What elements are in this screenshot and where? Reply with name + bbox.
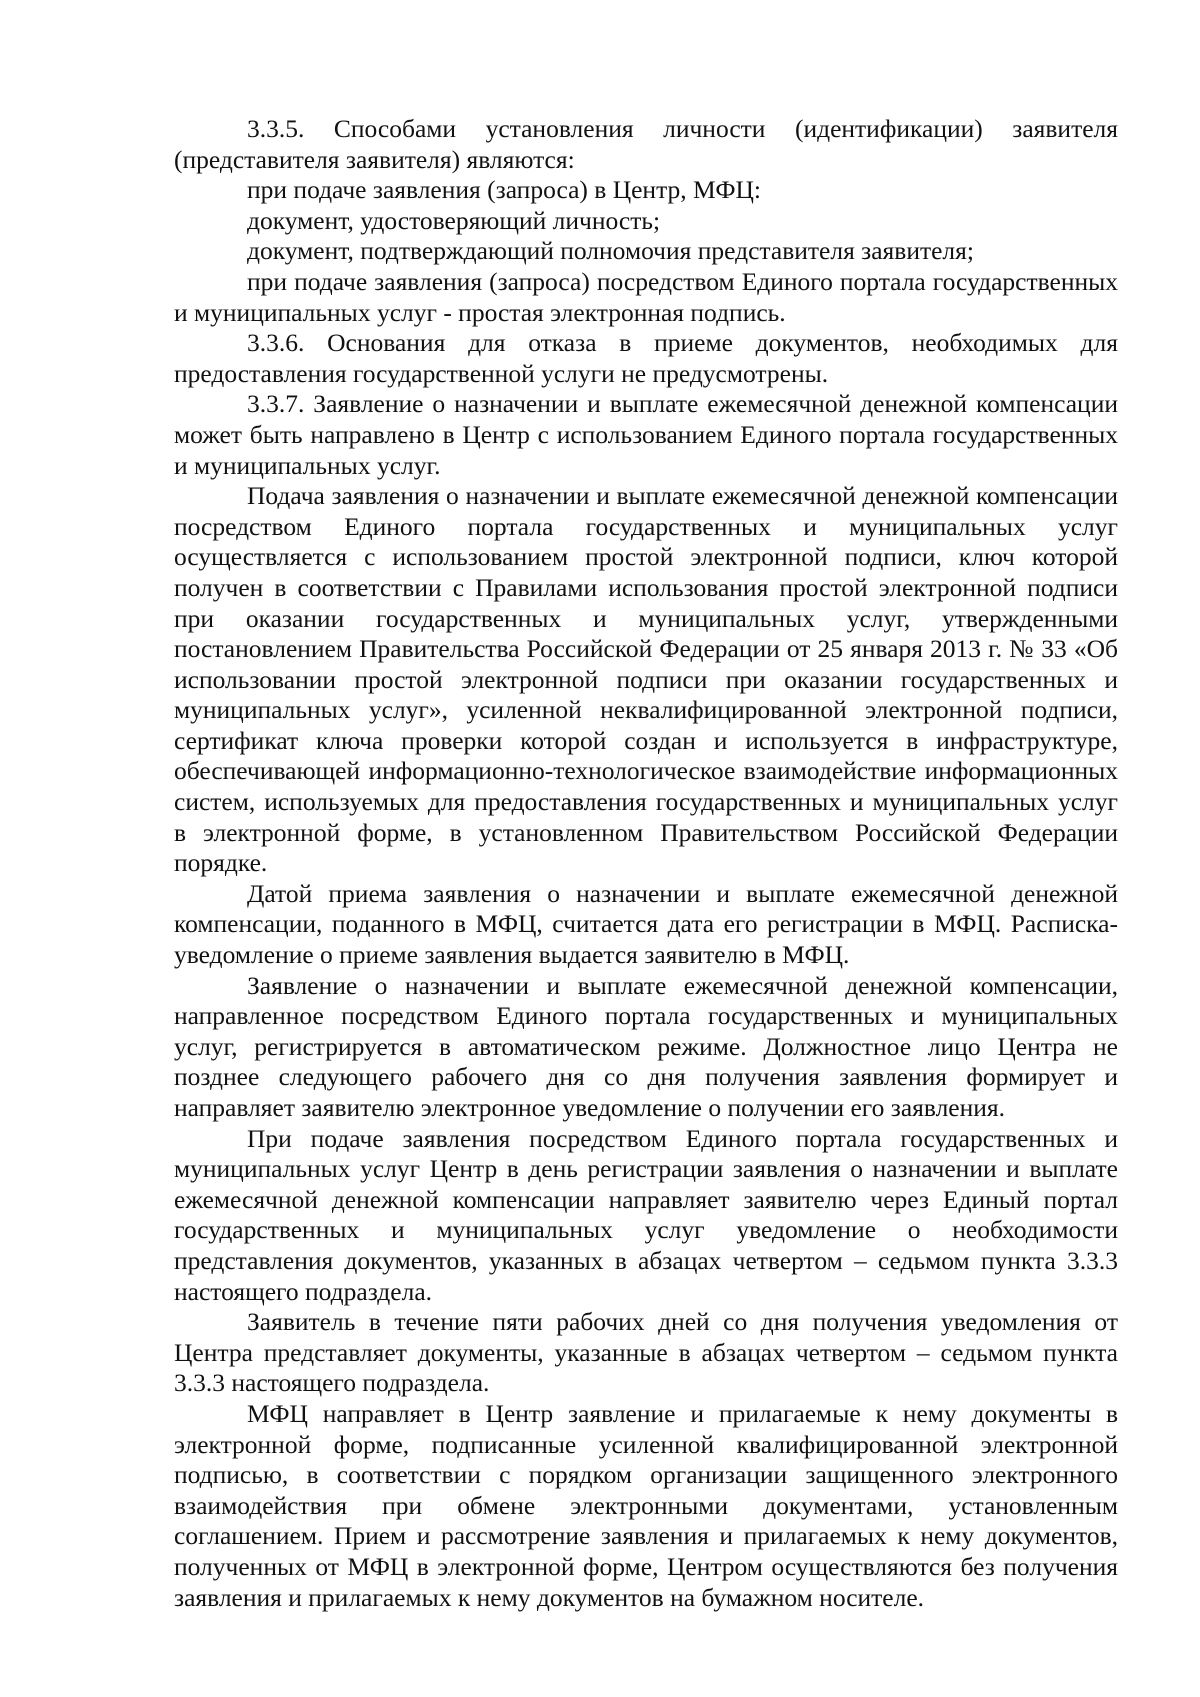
paragraph-auto-registration: Заявление о назначении и выплате ежемесячной денежной компенсации, направленное посредством Единого портала государственных и муниципальных услуг, регистрируется в автоматическом режиме. Должностное лицо Центра не позднее следующего рабочего дня со дня получения заявления формирует и направляет заявителю электронное уведомление о получении его заявления.	[174, 970, 1118, 1122]
paragraph-portal-submission: Подача заявления о назначении и выплате ежемесячной денежной компенсации посредством Единого портала государственных и муниципальных услуг осуществляется с использованием простой электронной подписи, ключ которой получен в соответствии с Правилами использования простой электронной подписи при оказании государственных и муниципальных услуг, утвержденными постановлением Правительства Российской Федерации от 25 января 2013 г. № 33 «Об использовании простой электронной подписи при оказании государственных и муниципальных услуг», усиленной неквалифицированной электронной подписи, сертификат ключа проверки которой создан и используется в инфраструктуре, обеспечивающей информационно-технологическое взаимодействие информационных систем, используемых для предоставления государственных и муниципальных услуг в электронной форме, в установленном Правительством Российской Федерации порядке.	[174, 481, 1118, 878]
paragraph-five-days: Заявитель в течение пяти рабочих дней со дня получения уведомления от Центра представляет документы, указанные в абзацах четвертом – седьмом пункта 3.3.3 настоящего подраздела.	[174, 1307, 1118, 1398]
paragraph-submission-center: при подаче заявления (запроса) в Центр, МФЦ:	[247, 175, 762, 205]
paragraph-mfc-date: Датой приема заявления о назначении и выплате ежемесячной денежной компенсации, поданного в МФЦ, считается дата его регистрации в МФЦ. Расписка-уведомление о приеме заявления выдается заявителю в МФЦ.	[174, 878, 1118, 970]
paragraph-portal-notification: При подаче заявления посредством Единого портала государственных и муниципальных услуг Центр в день регистрации заявления о назначении и выплате ежемесячной денежной компенсации направляет заявителю через Единый портал государственных и муниципальных услуг уведомление о необходимости представления документов, указанных в абзацах четвертом – седьмом пункта 3.3.3 настоящего подраздела.	[174, 1123, 1118, 1306]
paragraph-portal-signature: при подаче заявления (запроса) посредством Единого портала государственных и муниципальных услуг - простая электронная подпись.	[174, 266, 1118, 327]
paragraph-mfc-transfer: МФЦ направляет в Центр заявление и прилагаемые к нему документы в электронной форме, подписанные усиленной квалифицированной электронной подписью, в соответствии с порядком организации защищенного электронного взаимодействия при обмене электронными документами, установленным соглашением. Прием и рассмотрение заявления и прилагаемых к нему документов, полученных от МФЦ в электронной форме, Центром осуществляются без получения заявления и прилагаемых к нему документов на бумажном носителе.	[174, 1398, 1118, 1612]
paragraph-identity-document: документ, удостоверяющий личность;	[247, 205, 661, 235]
paragraph-3-3-7: 3.3.7. Заявление о назначении и выплате ежемесячной денежной компенсации может быть направлено в Центр с использованием Единого портала государственных и муниципальных услуг.	[174, 389, 1118, 480]
paragraph-3-3-5: 3.3.5. Способами установления личности (идентификации) заявителя (представителя заявителя) являются:	[174, 114, 1118, 174]
paragraph-authority-document: документ, подтверждающий полномочия представителя заявителя;	[247, 236, 974, 266]
document-body	[174, 114, 1118, 1613]
paragraph-3-3-6: 3.3.6. Основания для отказа в приеме документов, необходимых для предоставления государственной услуги не предусмотрены.	[174, 328, 1118, 388]
